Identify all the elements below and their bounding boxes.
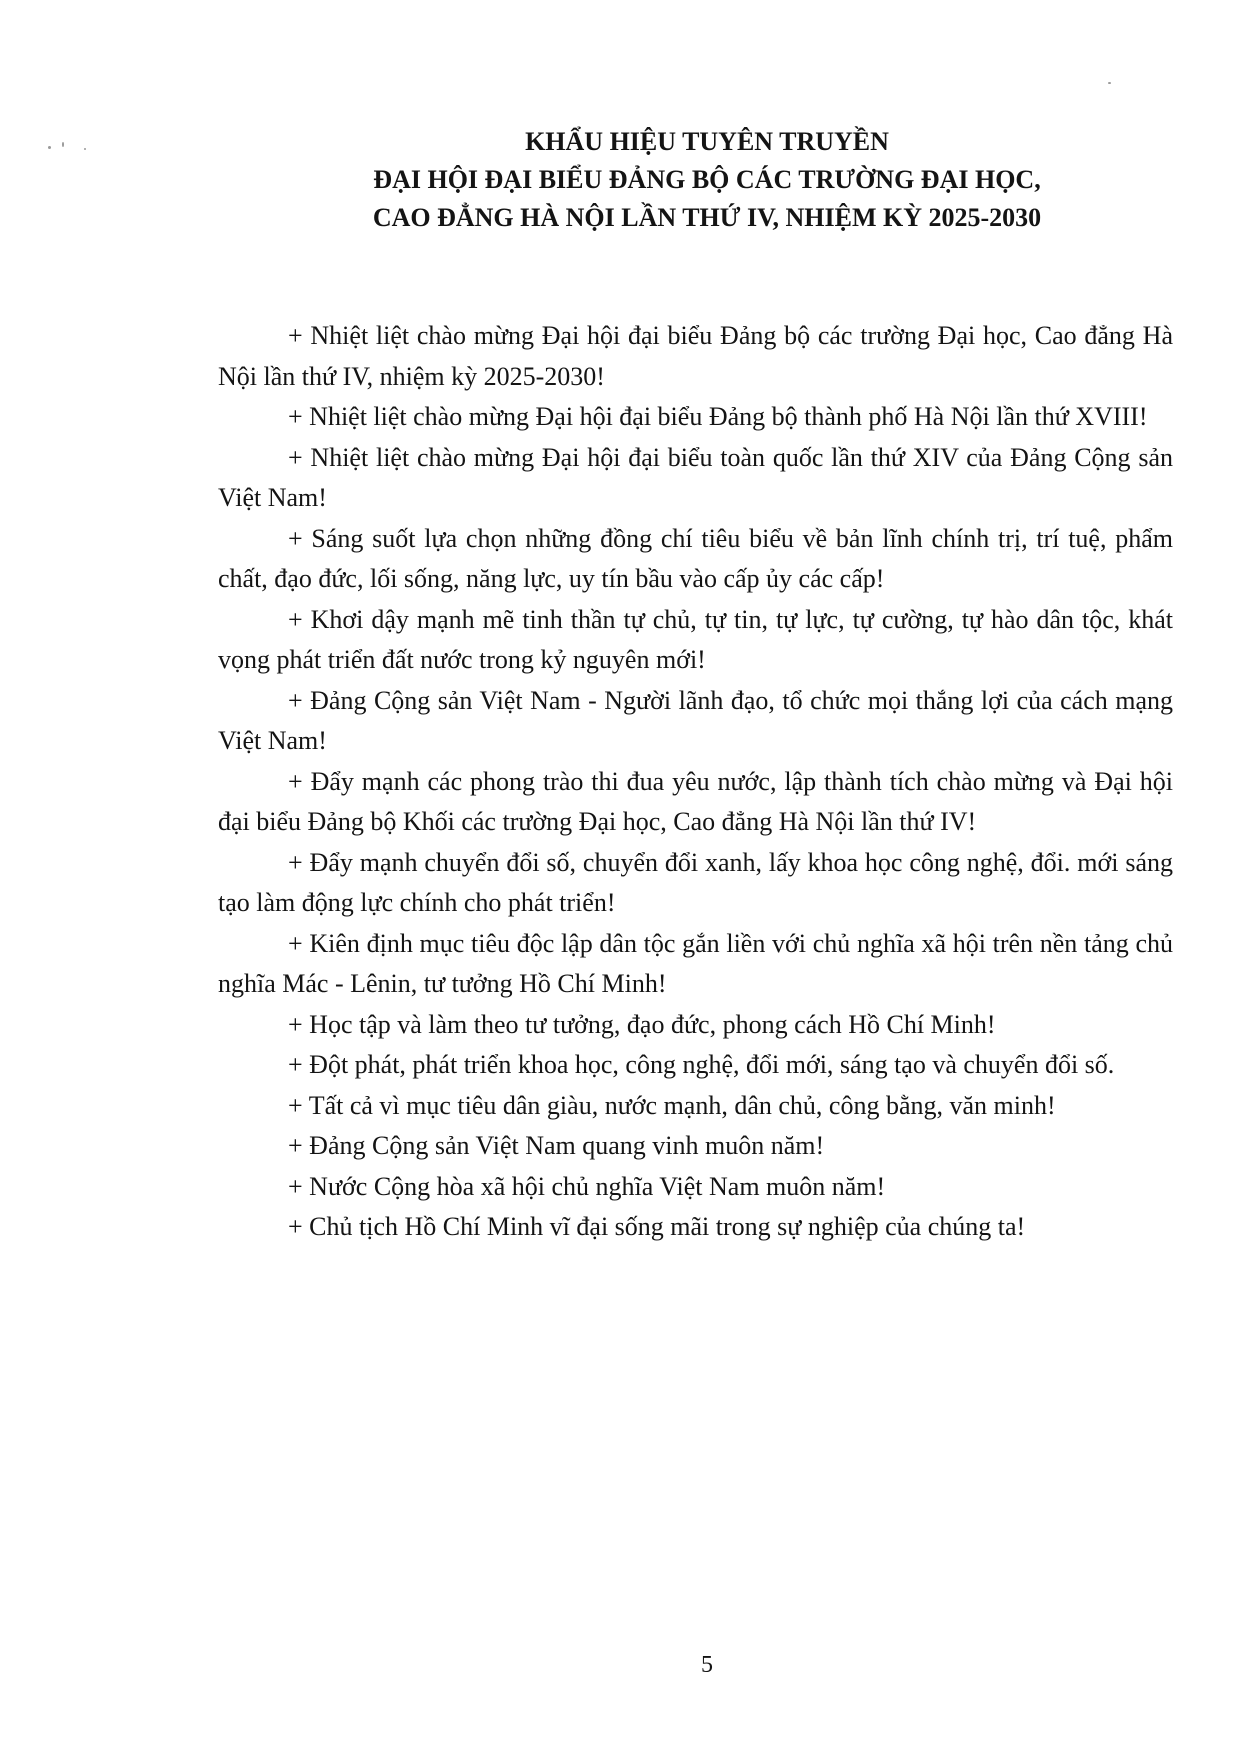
slogan-item: + Học tập và làm theo tư tưởng, đạo đức, phong cách Hồ Chí Minh!	[288, 1009, 996, 1039]
slogan-item: + Chủ tịch Hồ Chí Minh vĩ đại sống mãi trong sự nghiệp của chúng ta!	[288, 1212, 1026, 1241]
slogan-item: + Đột phát, phát triển khoa học, công nghệ, đổi mới, sáng tạo và chuyển đổi số.	[288, 1050, 1115, 1079]
slogan-item: + Nhiệt liệt chào mừng Đại hội đại biểu Đảng bộ các trường Đại học, Cao đẳng Hà Nội lần thứ IV, nhiệm kỳ 2025-2030!	[218, 321, 1173, 391]
slogan-list	[218, 316, 1173, 1248]
document-heading	[0, 123, 1242, 237]
slogan-item: + Đẩy mạnh chuyển đổi số, chuyển đổi xanh, lấy khoa học công nghệ, đổi. mới sáng tạo làm động lực chính cho phát triển!	[218, 847, 1173, 917]
slogan-item: + Tất cả vì mục tiêu dân giàu, nước mạnh, dân chủ, công bằng, văn minh!	[288, 1090, 1056, 1120]
slogan-item: + Khơi dậy mạnh mẽ tinh thần tự chủ, tự tin, tự lực, tự cường, tự hào dân tộc, khát vọng phát triển đất nước trong kỷ nguyên mới!	[218, 604, 1173, 674]
slogan-item: + Nhiệt liệt chào mừng Đại hội đại biểu Đảng bộ thành phố Hà Nội lần thứ XVIII!	[288, 402, 1148, 431]
slogan-item: + Sáng suốt lựa chọn những đồng chí tiêu biểu về bản lĩnh chính trị, trí tuệ, phẩm chất, đạo đức, lối sống, năng lực, uy tín bầu vào cấp ủy các cấp!	[218, 523, 1173, 593]
slogan-item: + Nước Cộng hòa xã hội chủ nghĩa Việt Nam muôn năm!	[288, 1171, 886, 1201]
slogan-item: + Đảng Cộng sản Việt Nam quang vinh muôn năm!	[288, 1131, 825, 1160]
slogan-item: + Đẩy mạnh các phong trào thi đua yêu nước, lập thành tích chào mừng và Đại hội đại biểu Đảng bộ Khối các trường Đại học, Cao đẳng Hà Nội lần thứ IV!	[218, 766, 1173, 836]
title-line-3: CAO ĐẲNG HÀ NỘI LẦN THỨ IV, NHIỆM KỲ 2025-2030	[372, 203, 1042, 232]
title-line-2: ĐẠI HỘI ĐẠI BIỂU ĐẢNG BỘ CÁC TRƯỜNG ĐẠI HỌC,	[373, 165, 1041, 194]
slogan-item: + Đảng Cộng sản Việt Nam - Người lãnh đạo, tổ chức mọi thắng lợi của cách mạng Việt Nam!	[218, 685, 1173, 755]
slogan-item: + Kiên định mục tiêu độc lập dân tộc gắn liền với chủ nghĩa xã hội trên nền tảng chủ nghĩa Mác - Lênin, tư tưởng Hồ Chí Minh!	[218, 928, 1173, 998]
page-number: 5	[701, 1652, 713, 1678]
slogan-item: + Nhiệt liệt chào mừng Đại hội đại biểu toàn quốc lần thứ XIV của Đảng Cộng sản Việt Nam!	[218, 442, 1173, 512]
title-line-1: KHẨU HIỆU TUYÊN TRUYỀN	[525, 127, 889, 156]
scan-speck	[1108, 82, 1111, 84]
